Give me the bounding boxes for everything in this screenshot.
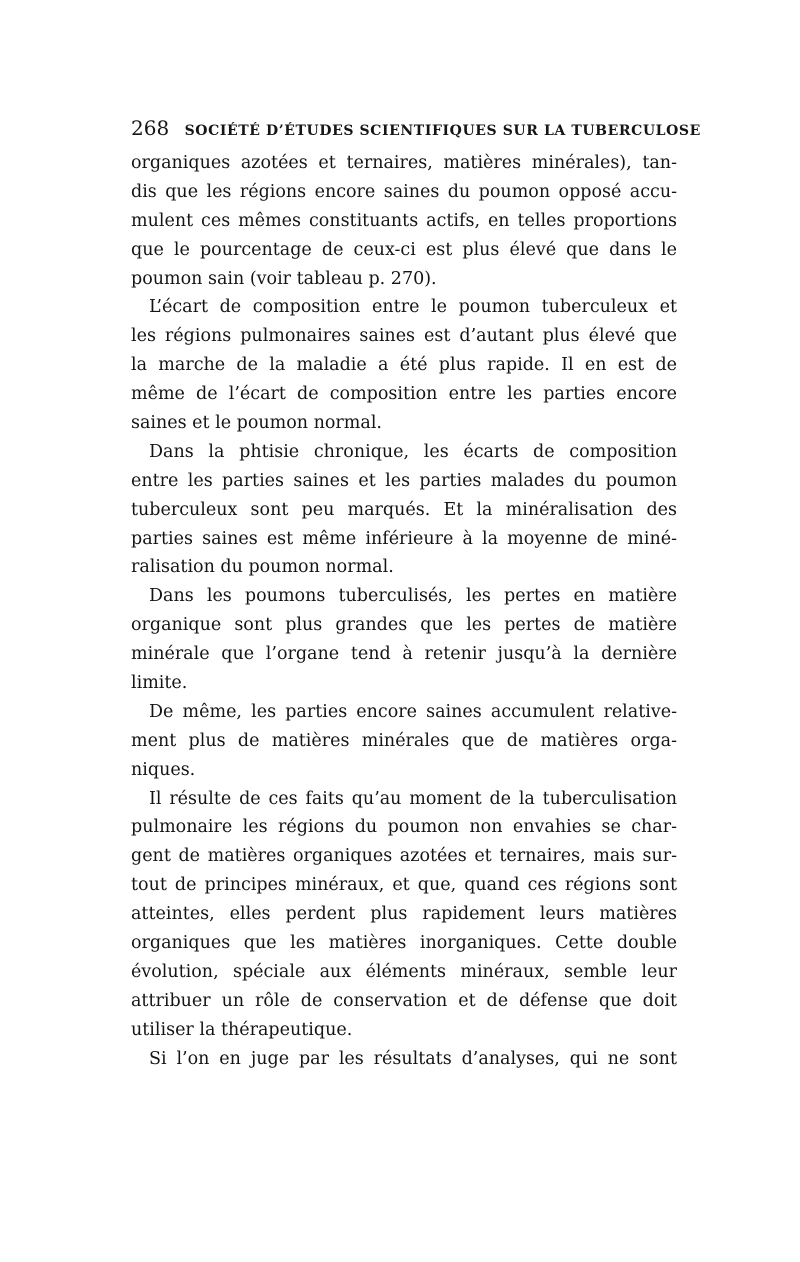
text-line: gent de matières organiques azotées et ternaires, mais sur- — [131, 846, 677, 867]
text-line: atteintes, elles perdent plus rapidement leurs matières — [131, 904, 677, 925]
text-line: pulmonaire les régions du poumon non envahies se char- — [131, 817, 677, 838]
paragraph — [131, 698, 677, 785]
paragraph — [131, 1045, 677, 1074]
text-line: organiques que les matières inorganiques. Cette double — [131, 933, 677, 954]
body-text — [131, 149, 677, 1074]
text-line: limite. — [131, 673, 188, 694]
text-line: entre les parties saines et les parties malades du poumon — [131, 470, 677, 491]
paragraph — [131, 149, 677, 293]
text-line: De même, les parties encore saines accumulent relative- — [149, 701, 677, 722]
text-line: Dans la phtisie chronique, les écarts de composition — [149, 441, 677, 462]
running-title: SOCIÉTÉ D’ÉTUDES SCIENTIFIQUES SUR LA TUBERCULOSE — [184, 123, 701, 139]
text-line: évolution, spéciale aux éléments minéraux, semble leur — [131, 961, 677, 982]
text-line: poumon sain (voir tableau p. 270). — [131, 268, 437, 289]
text-line: attribuer un rôle de conservation et de défense que doit — [131, 990, 677, 1011]
text-line: niques. — [131, 759, 196, 780]
text-line: ralisation du poumon normal. — [131, 557, 394, 578]
text-line: saines et le poumon normal. — [131, 413, 382, 434]
text-line: Si l’on en juge par les résultats d’analyses, qui ne sont — [149, 1048, 677, 1069]
running-head — [131, 116, 701, 140]
text-line: parties saines est même inférieure à la moyenne de miné- — [131, 528, 677, 549]
text-line: Il résulte de ces faits qu’au moment de la tuberculisation — [149, 788, 677, 809]
text-line: minérale que l’organe tend à retenir jusqu’à la dernière — [131, 644, 677, 665]
text-line: la marche de la maladie a été plus rapide. Il en est de — [131, 355, 677, 376]
text-line: que le pourcentage de ceux-ci est plus élevé que dans le — [131, 239, 677, 260]
text-line: les régions pulmonaires saines est d’autant plus élevé que — [131, 326, 677, 347]
page-number: 268 — [131, 116, 170, 140]
text-line: ment plus de matières minérales que de matières orga- — [131, 730, 677, 751]
text-line: L’écart de composition entre le poumon tuberculeux et — [149, 297, 677, 318]
text-line: tuberculeux sont peu marqués. Et la minéralisation des — [131, 499, 677, 520]
paragraph — [131, 785, 677, 1045]
paragraph — [131, 582, 677, 698]
paragraph — [131, 293, 677, 437]
paragraph — [131, 438, 677, 582]
text-line: tout de principes minéraux, et que, quand ces régions sont — [131, 875, 677, 896]
text-line: mulent ces mêmes constituants actifs, en telles proportions — [131, 210, 677, 231]
text-line: dis que les régions encore saines du poumon opposé accu- — [131, 181, 677, 202]
text-line: utiliser la thérapeutique. — [131, 1019, 353, 1040]
text-line: organique sont plus grandes que les pertes de matière — [131, 615, 677, 636]
text-line: même de l’écart de composition entre les parties encore — [131, 384, 677, 405]
text-line: organiques azotées et ternaires, matières minérales), tan- — [131, 153, 677, 173]
text-line: Dans les poumons tuberculisés, les pertes en matière — [149, 586, 677, 607]
